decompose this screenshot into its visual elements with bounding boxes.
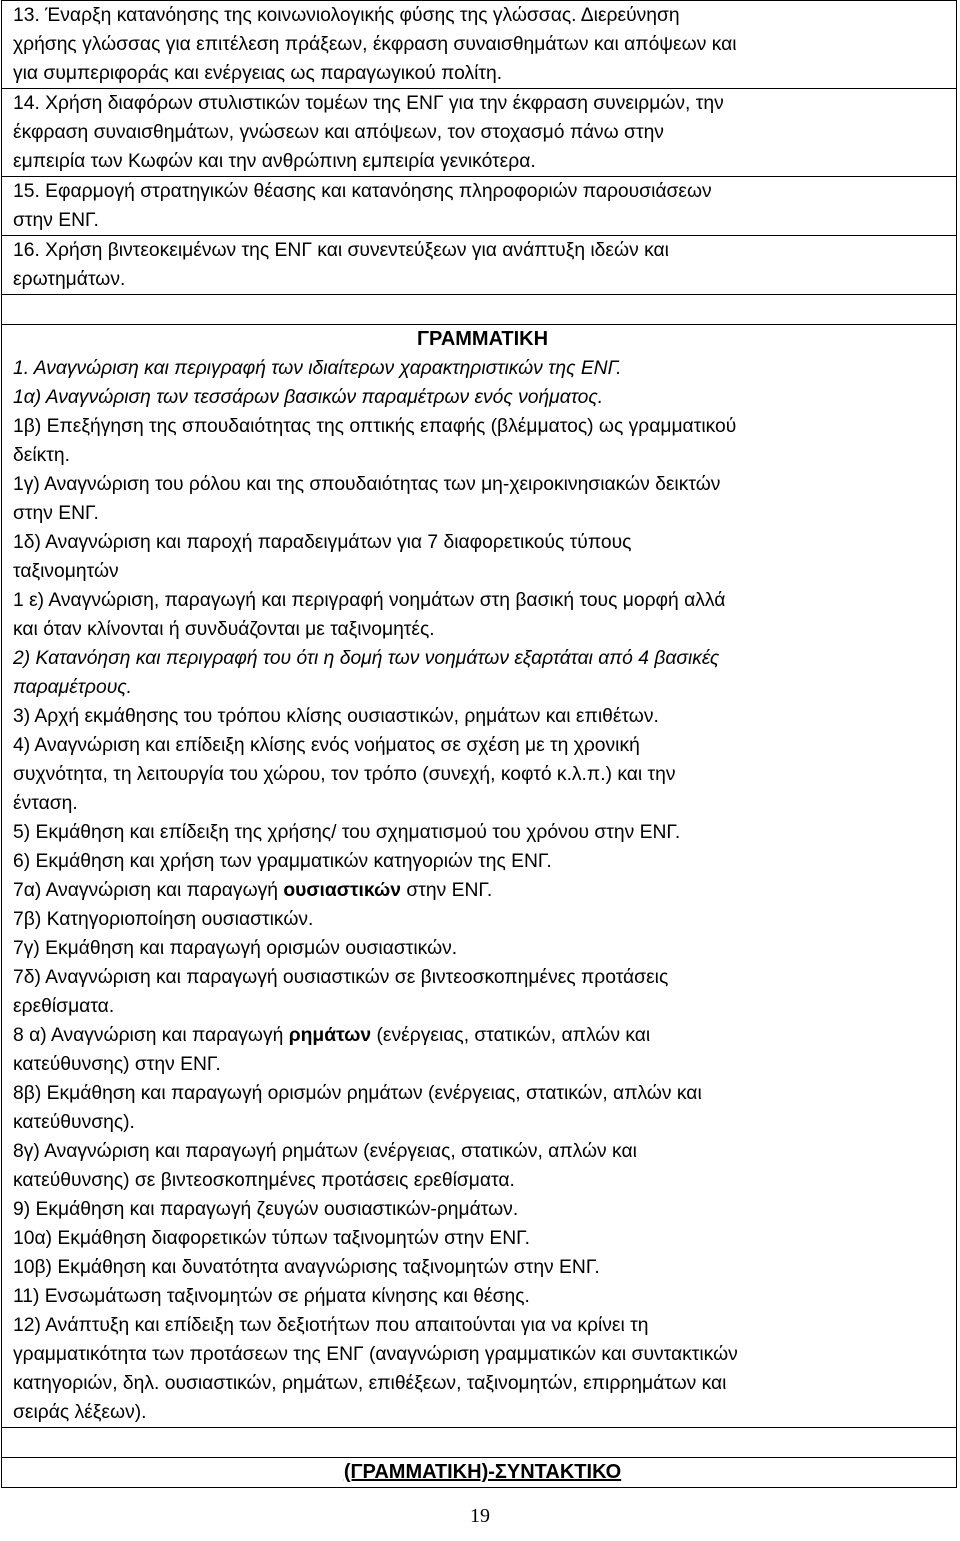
text-line: ερωτημάτων. bbox=[13, 269, 126, 290]
table-row bbox=[2, 177, 957, 236]
grammar-item-7c: 7γ) Εκμάθηση και παραγωγή ορισμών ουσιαστικών. bbox=[13, 938, 458, 959]
grammar-item-1c-cont: στην ΕΝΓ. bbox=[13, 503, 99, 524]
grammar-item-10a: 10α) Εκμάθηση διαφορετικών τύπων ταξινομητών στην ΕΝΓ. bbox=[13, 1228, 530, 1249]
grammar-item-12-cont: γραμματικότητα των προτάσεων της ΕΝΓ (αναγνώριση γραμματικών και συντακτικών bbox=[13, 1344, 738, 1365]
grammar-item-1b: 1β) Επεξήγηση της σπουδαιότητας της οπτικής επαφής (βλέμματος) ως γραμματικού bbox=[13, 416, 737, 437]
grammar-item-2: 2) Κατανόηση και περιγραφή του ότι η δομή των νοημάτων εξαρτάται από 4 βασικές bbox=[13, 648, 720, 669]
table-row bbox=[2, 89, 957, 177]
text-line: εμπειρία των Κωφών και την ανθρώπινη εμπειρία γενικότερα. bbox=[13, 151, 536, 172]
grammar-item-5: 5) Εκμάθηση και επίδειξη της χρήσης/ του σχηματισμού του χρόνου στην ΕΝΓ. bbox=[13, 822, 681, 843]
objective-14 bbox=[2, 89, 957, 177]
syntax-section bbox=[2, 1458, 957, 1488]
grammar-item-9: 9) Εκμάθηση και παραγωγή ζευγών ουσιαστικών-ρημάτων. bbox=[13, 1199, 519, 1220]
grammar-item-7d: 7δ) Αναγνώριση και παραγωγή ουσιαστικών σε βιντεοσκοπημένες προτάσεις bbox=[13, 967, 669, 988]
grammar-item-7d-cont: ερεθίσματα. bbox=[13, 996, 115, 1017]
page-number: 19 bbox=[470, 1505, 490, 1527]
grammar-item-7b: 7β) Κατηγοριοποίηση ουσιαστικών. bbox=[13, 909, 314, 930]
grammar-item-1e-cont: και όταν κλίνονται ή συνδυάζονται με ταξινομητές. bbox=[13, 619, 435, 640]
text-line: έκφραση συναισθημάτων, γνώσεων και απόψεων, τον στοχασμό πάνω στην bbox=[13, 122, 664, 143]
grammar-item-8c: 8γ) Αναγνώριση και παραγωγή ρημάτων (ενέργειας, στατικών, απλών και bbox=[13, 1141, 637, 1162]
objective-15 bbox=[2, 177, 957, 236]
text-segment: (ενέργειας, στατικών, απλών και bbox=[371, 1025, 651, 1046]
grammar-item-10b: 10β) Εκμάθηση και δυνατότητα αναγνώρισης ταξινομητών στην ΕΝΓ. bbox=[13, 1257, 600, 1278]
grammar-item-4-cont: συχνότητα, τη λειτουργία του χώρου, τον τρόπο (συνεχή, κοφτό κ.λ.π.) και την bbox=[13, 764, 676, 785]
text-segment: 7α) Αναγνώριση και παραγωγή bbox=[13, 880, 284, 901]
empty-cell bbox=[2, 295, 957, 325]
grammar-item-8b: 8β) Εκμάθηση και παραγωγή ορισμών ρημάτων (ενέργειας, στατικών, απλών και bbox=[13, 1083, 702, 1104]
bold-term: ουσιαστικών bbox=[283, 880, 402, 901]
grammar-item-8c-cont: κατεύθυνσης) σε βιντεοσκοπημένες προτάσεις ερεθίσματα. bbox=[13, 1170, 515, 1191]
grammar-item-4-cont: ένταση. bbox=[13, 793, 78, 814]
syntax-heading: (ΓΡΑΜΜΑΤΙΚΗ)-ΣΥΝΤΑΚΤΙΚΟ bbox=[343, 1461, 622, 1483]
text-line: 14. Χρήση διαφόρων στυλιστικών τομέων της ΕΝΓ για την έκφραση συνειρμών, την bbox=[13, 93, 724, 114]
text-segment: 8 α) Αναγνώριση και παραγωγή bbox=[13, 1025, 289, 1046]
grammar-item-8a-cont: κατεύθυνσης) στην ΕΝΓ. bbox=[13, 1054, 221, 1075]
grammar-item-4: 4) Αναγνώριση και επίδειξη κλίσης ενός νοήματος σε σχέση με τη χρονική bbox=[13, 735, 640, 756]
text-segment: στην ΕΝΓ. bbox=[401, 880, 493, 901]
grammar-item-12: 12) Ανάπτυξη και επίδειξη των δεξιοτήτων που απαιτούνται για να κρίνει τη bbox=[13, 1315, 649, 1336]
grammar-item-1d-cont: ταξινομητών bbox=[13, 561, 119, 582]
grammar-item-3: 3) Αρχή εκμάθησης του τρόπου κλίσης ουσιαστικών, ρημάτων και επιθέτων. bbox=[13, 706, 659, 727]
table-row bbox=[2, 1428, 957, 1458]
text-line: χρήσης γλώσσας για επιτέλεση πράξεων, έκφραση συναισθημάτων και απόψεων και bbox=[13, 34, 737, 55]
bold-term: ρημάτων bbox=[288, 1025, 372, 1046]
grammar-item-7a bbox=[13, 876, 952, 905]
table-row bbox=[2, 236, 957, 295]
grammar-item-1e: 1 ε) Αναγνώριση, παραγωγή και περιγραφή νοημάτων στη βασική τους μορφή αλλά bbox=[13, 590, 726, 611]
grammar-item-6: 6) Εκμάθηση και χρήση των γραμματικών κατηγοριών της ΕΝΓ. bbox=[13, 851, 552, 872]
text-line: στην ΕΝΓ. bbox=[13, 210, 99, 231]
text-line: 15. Εφαρμογή στρατηγικών θέασης και κατανόησης πληροφοριών παρουσιάσεων bbox=[13, 181, 712, 202]
grammar-item-8a bbox=[13, 1021, 952, 1050]
curriculum-table bbox=[1, 0, 957, 1488]
grammar-heading: ΓΡΑΜΜΑΤΙΚΗ bbox=[416, 328, 549, 350]
grammar-item-8b-cont: κατεύθυνσης). bbox=[13, 1112, 135, 1133]
table-row bbox=[2, 1458, 957, 1488]
text-line: 16. Χρήση βιντεοκειμένων της ΕΝΓ και συνεντεύξεων για ανάπτυξη ιδεών και bbox=[13, 240, 669, 261]
grammar-section bbox=[2, 325, 957, 1428]
grammar-item-11: 11) Ενσωμάτωση ταξινομητών σε ρήματα κίνησης και θέσης. bbox=[13, 1286, 530, 1307]
objective-16 bbox=[2, 236, 957, 295]
table-row bbox=[2, 295, 957, 325]
grammar-item-12-cont: σειράς λέξεων). bbox=[13, 1402, 147, 1423]
grammar-item-12-cont: κατηγοριών, δηλ. ουσιαστικών, ρημάτων, επιθέξεων, ταξινομητών, επιρρημάτων και bbox=[13, 1373, 727, 1394]
text-line: για συμπεριφοράς και ενέργειας ως παραγωγικού πολίτη. bbox=[13, 63, 503, 84]
grammar-item-1c: 1γ) Αναγνώριση του ρόλου και της σπουδαιότητας των μη-χειροκινησιακών δεικτών bbox=[13, 474, 721, 495]
empty-cell bbox=[2, 1428, 957, 1458]
objective-13 bbox=[2, 1, 957, 89]
table-row bbox=[2, 1, 957, 89]
grammar-item-2-cont: παραμέτρους. bbox=[13, 677, 133, 698]
text-line: 13. Έναρξη κατανόησης της κοινωνιολογικής φύσης της γλώσσας. Διερεύνηση bbox=[13, 5, 680, 26]
grammar-item-1d: 1δ) Αναγνώριση και παροχή παραδειγμάτων για 7 διαφορετικούς τύπους bbox=[13, 532, 632, 553]
grammar-item-1a: 1α) Αναγνώριση των τεσσάρων βασικών παραμέτρων ενός νοήματος. bbox=[13, 387, 604, 408]
table-row bbox=[2, 325, 957, 1428]
grammar-item-1: 1. Αναγνώριση και περιγραφή των ιδιαίτερων χαρακτηριστικών της ΕΝΓ. bbox=[13, 358, 622, 379]
grammar-item-1b-cont: δείκτη. bbox=[13, 445, 70, 466]
